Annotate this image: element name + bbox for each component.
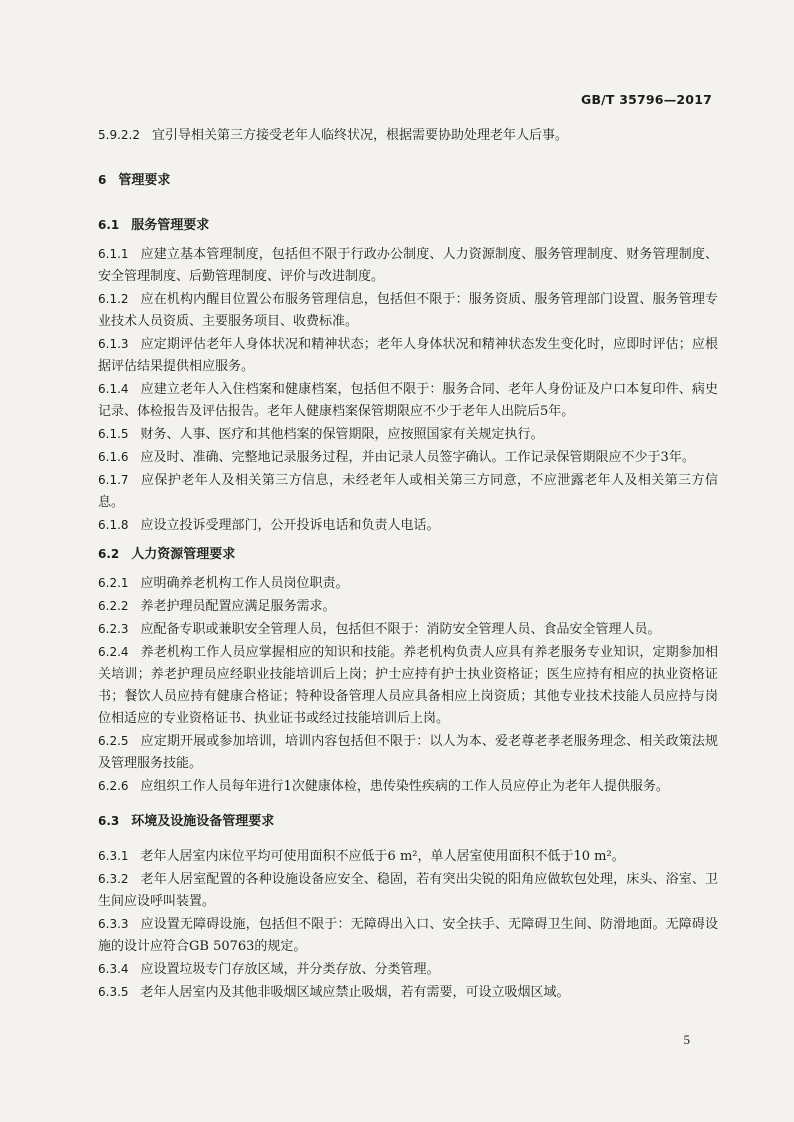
clause-6-1-4 xyxy=(98,378,718,423)
clause-number: 6.3.4 xyxy=(98,962,129,976)
clause-6-2-4 xyxy=(98,641,718,730)
clause-text: 应及时、准确、完整地记录服务过程，并由记录人员签字确认。工作记录保管期限应不少于3年。 xyxy=(140,450,695,465)
section-heading-6-2 xyxy=(98,543,718,566)
clause-number: 6.1.1 xyxy=(98,247,129,261)
clause-number: 6.2.2 xyxy=(98,599,129,613)
clause-6-1-5 xyxy=(98,423,718,446)
clause-6-1-1 xyxy=(98,243,718,288)
clause-text: 养老护理员配置应满足服务需求。 xyxy=(140,599,336,614)
clause-6-3-3 xyxy=(98,913,718,958)
clause-number: 6.3.1 xyxy=(98,849,129,863)
clause-text: 应组织工作人员每年进行1次健康体检，患传染性疾病的工作人员应停止为老年人提供服务。 xyxy=(140,779,669,794)
section-title: 环境及设施设备管理要求 xyxy=(131,814,275,829)
document-body xyxy=(98,124,718,1004)
section-heading-6-3 xyxy=(98,810,718,833)
clause-number: 5.9.2.2 xyxy=(98,128,140,142)
clause-6-2-2 xyxy=(98,595,718,618)
clause-text: 应建立老年人入住档案和健康档案，包括但不限于：服务合同、老年人身份证及户口本复印件、病史记录、体检报告及评估报告。老年人健康档案保管期限应不少于老年人出院后5年。 xyxy=(98,382,718,419)
clause-6-1-3 xyxy=(98,333,718,378)
clause-number: 6.1.6 xyxy=(98,450,129,464)
clause-text: 应设置无障碍设施，包括但不限于：无障碍出入口、安全扶手、无障碍卫生间、防滑地面。无障碍设施的设计应符合GB 50763的规定。 xyxy=(98,917,718,954)
clause-6-2-3 xyxy=(98,618,718,641)
clause-text: 应设立投诉受理部门，公开投诉电话和负责人电话。 xyxy=(140,518,440,533)
clause-text: 应建立基本管理制度，包括但不限于行政办公制度、人力资源制度、服务管理制度、财务管理制度、安全管理制度、后勤管理制度、评价与改进制度。 xyxy=(98,247,718,284)
clause-6-2-6 xyxy=(98,775,718,798)
clause-text: 财务、人事、医疗和其他档案的保管期限，应按照国家有关规定执行。 xyxy=(140,427,544,442)
clause-6-2-1 xyxy=(98,572,718,595)
section-number: 6.2 xyxy=(98,547,120,561)
standard-code-header: GB/T 35796—2017 xyxy=(580,92,712,107)
clause-6-3-2 xyxy=(98,868,718,913)
section-number: 6.3 xyxy=(98,814,120,828)
clause-number: 6.2.3 xyxy=(98,622,129,636)
clause-text: 老年人居室内及其他非吸烟区域应禁止吸烟，若有需要，可设立吸烟区域。 xyxy=(140,985,570,1000)
section-title: 服务管理要求 xyxy=(131,218,210,233)
section-title: 管理要求 xyxy=(118,173,171,188)
clause-number: 6.1.8 xyxy=(98,518,129,532)
clause-text: 宜引导相关第三方接受老年人临终状况，根据需要协助处理老年人后事。 xyxy=(151,128,568,143)
clause-text: 应定期评估老年人身体状况和精神状态；老年人身体状况和精神状态发生变化时，应即时评估；应根据评估结果提供相应服务。 xyxy=(98,337,718,374)
clause-number: 6.2.1 xyxy=(98,576,129,590)
clause-number: 6.1.3 xyxy=(98,337,129,351)
clause-6-1-7 xyxy=(98,469,718,514)
clause-number: 6.2.6 xyxy=(98,779,129,793)
section-title: 人力资源管理要求 xyxy=(131,547,236,562)
clause-6-3-1 xyxy=(98,845,718,868)
clause-number: 6.2.5 xyxy=(98,734,129,748)
section-heading-6 xyxy=(98,169,718,192)
clause-6-2-5 xyxy=(98,730,718,775)
section-heading-6-1 xyxy=(98,214,718,237)
clause-text: 应保护老年人及相关第三方信息，未经老年人或相关第三方同意，不应泄露老年人及相关第三方信息。 xyxy=(98,473,718,510)
clause-5-9-2-2 xyxy=(98,124,718,147)
clause-6-1-6 xyxy=(98,446,718,469)
clause-6-3-5 xyxy=(98,981,718,1004)
clause-6-1-2 xyxy=(98,288,718,333)
clause-text: 应在机构内醒目位置公布服务管理信息，包括但不限于：服务资质、服务管理部门设置、服务管理专业技术人员资质、主要服务项目、收费标准。 xyxy=(98,292,718,329)
clause-text: 应配备专职或兼职安全管理人员，包括但不限于：消防安全管理人员、食品安全管理人员。 xyxy=(140,622,661,637)
clause-number: 6.3.2 xyxy=(98,872,129,886)
clause-text: 老年人居室配置的各种设施设备应安全、稳固，若有突出尖锐的阳角应做软包处理，床头、浴室、卫生间应设呼叫装置。 xyxy=(98,872,718,909)
clause-6-3-4 xyxy=(98,958,718,981)
section-number: 6.1 xyxy=(98,218,120,232)
clause-number: 6.3.3 xyxy=(98,917,129,931)
clause-text: 养老机构工作人员应掌握相应的知识和技能。养老机构负责人应具有养老服务专业知识，定期参加相关培训；养老护理员应经职业技能培训后上岗；护士应持有护士执业资格证；医生应持有相应的执业资格证书；餐饮人员应持有健康合格证；特种设备管理人员应具备相应上岗资质；其他专业技术技能人员应持与岗位相适应的专业资格证书、执业证书或经过技能培训后上岗。 xyxy=(98,645,718,726)
clause-number: 6.1.4 xyxy=(98,382,129,396)
clause-number: 6.1.2 xyxy=(98,292,129,306)
clause-text: 应明确养老机构工作人员岗位职责。 xyxy=(140,576,349,591)
clause-text: 应定期开展或参加培训，培训内容包括但不限于：以人为本、爱老尊老孝老服务理念、相关政策法规及管理服务技能。 xyxy=(98,734,718,771)
section-number: 6 xyxy=(98,173,107,187)
clause-number: 6.1.5 xyxy=(98,427,129,441)
clause-number: 6.1.7 xyxy=(98,473,129,487)
clause-number: 6.3.5 xyxy=(98,985,129,999)
clause-number: 6.2.4 xyxy=(98,645,129,659)
clause-6-1-8 xyxy=(98,514,718,537)
page-number: 5 xyxy=(683,1032,690,1047)
clause-text: 应设置垃圾专门存放区域，并分类存放、分类管理。 xyxy=(140,962,440,977)
clause-text: 老年人居室内床位平均可使用面积不应低于6 m²，单人居室使用面积不低于10 m²。 xyxy=(140,849,625,864)
